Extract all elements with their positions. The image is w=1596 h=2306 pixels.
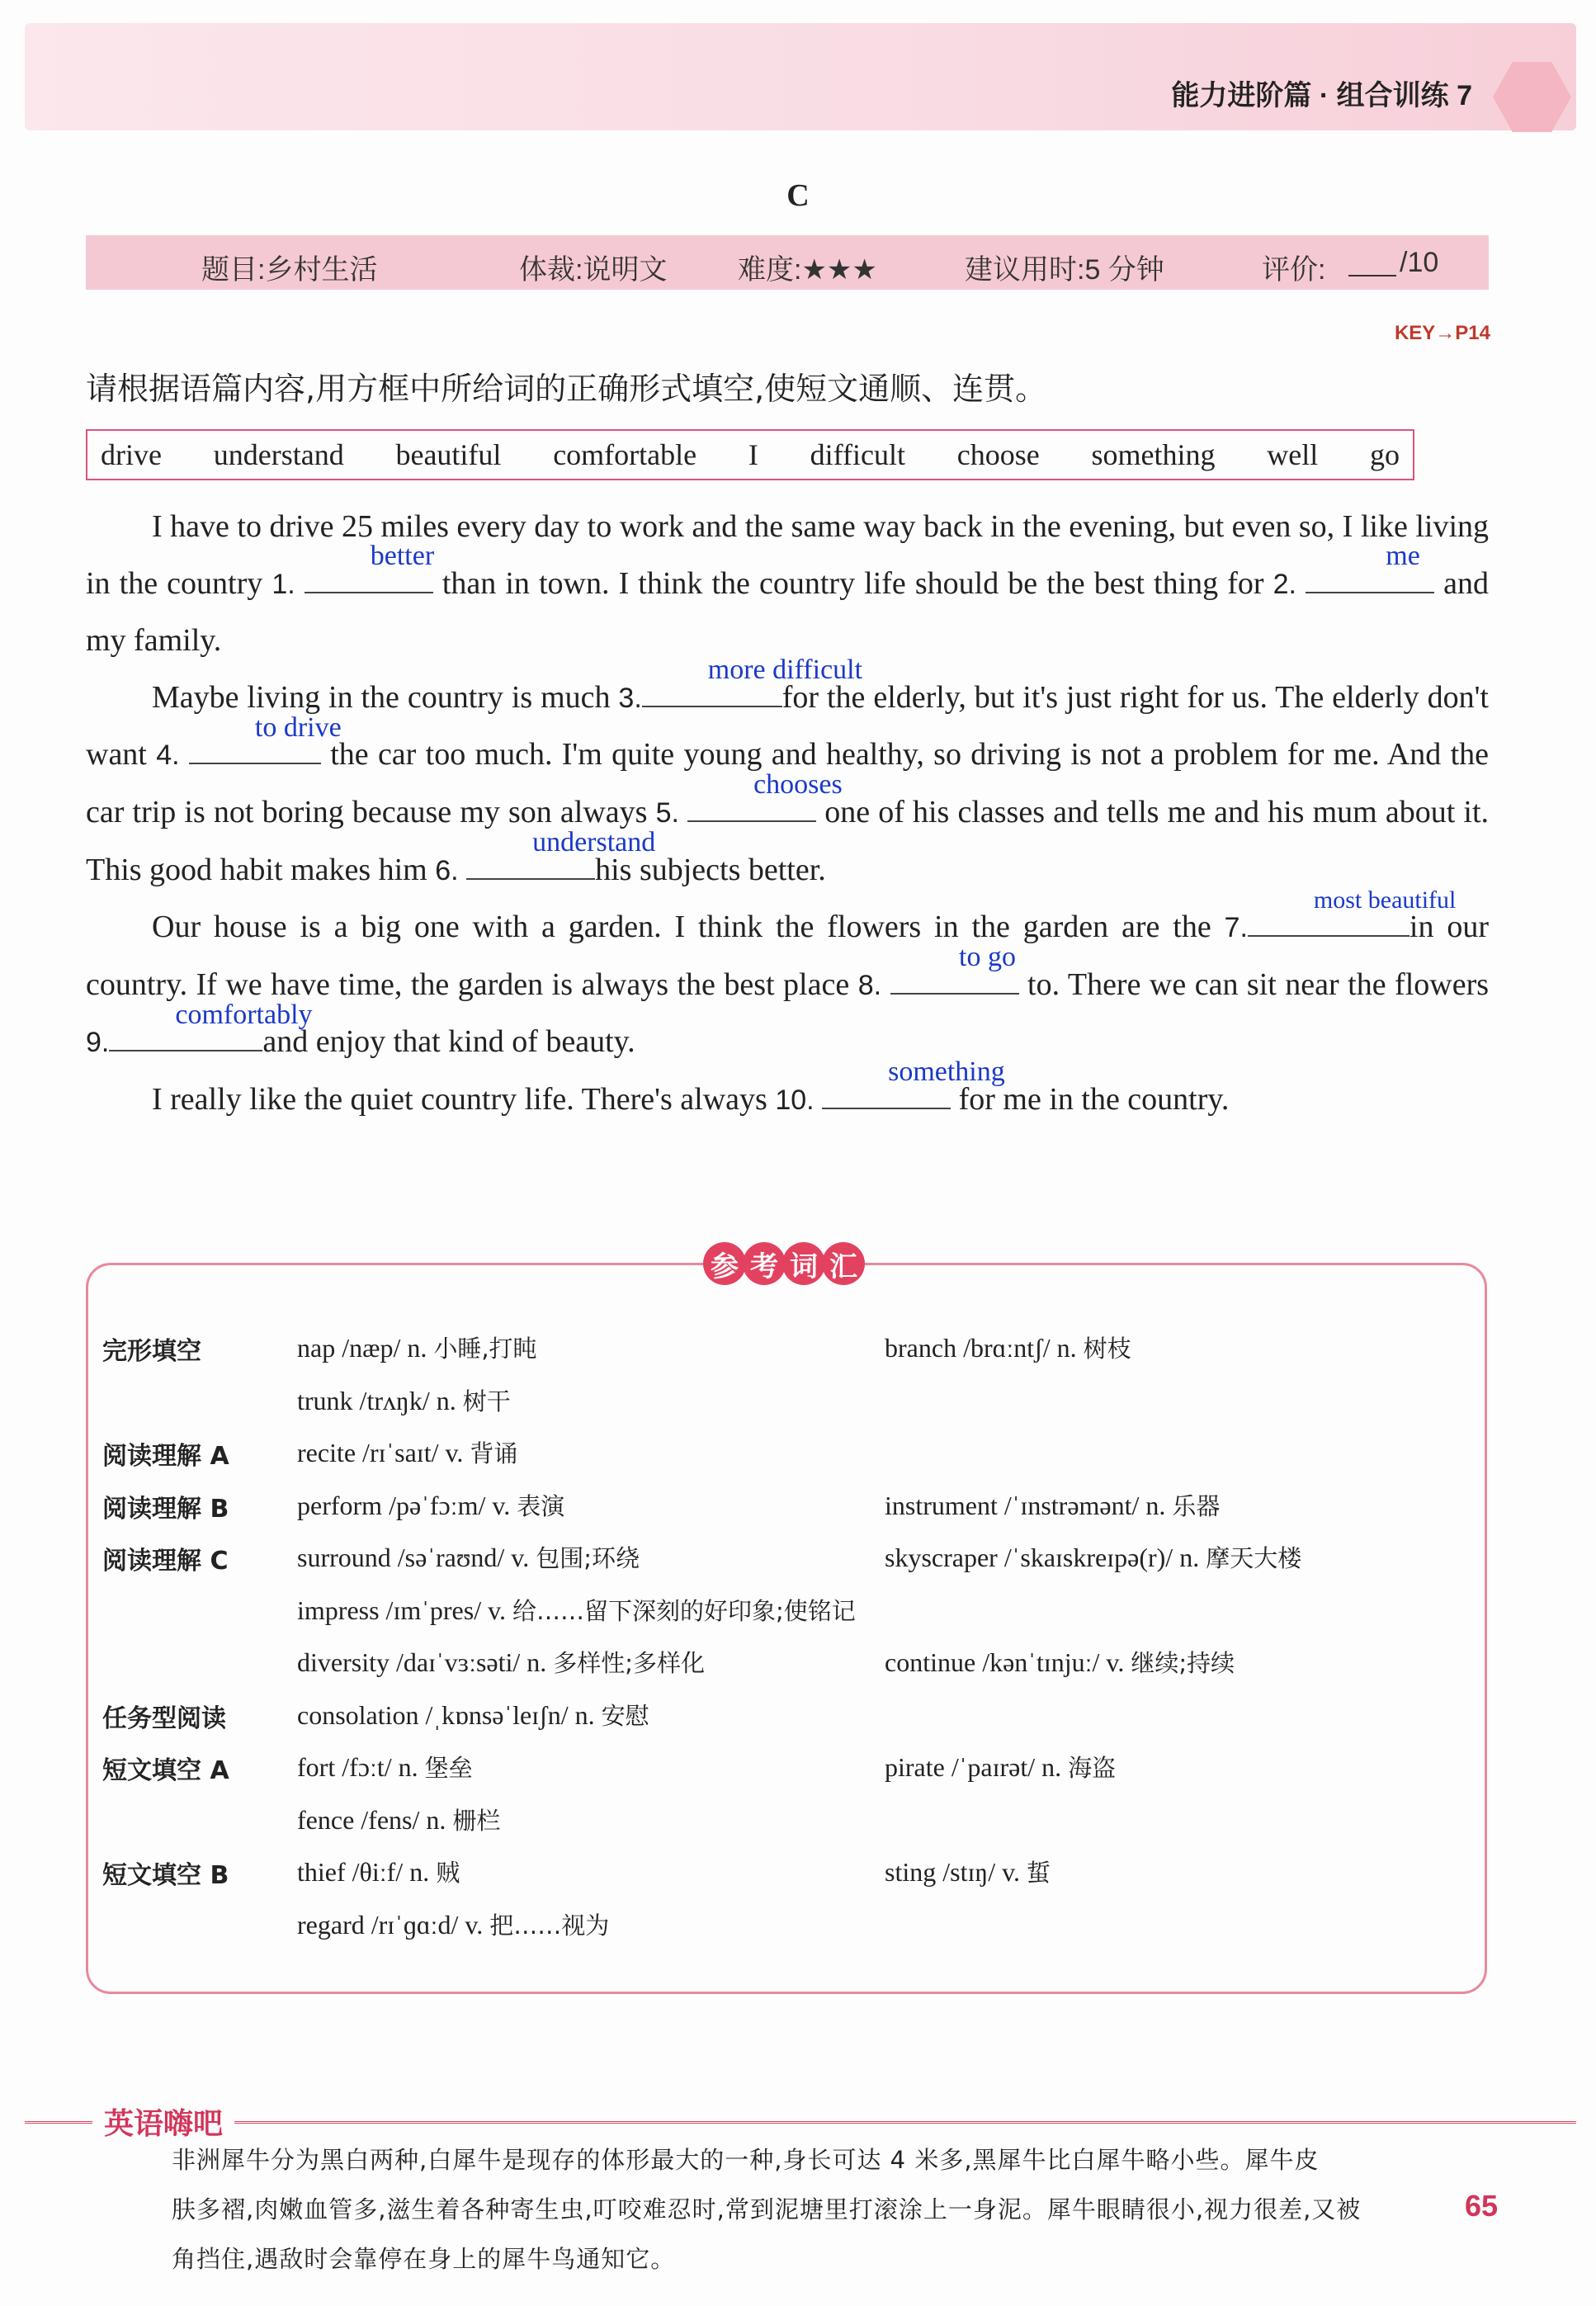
vocab-meaning: 把……视为	[489, 1911, 610, 1940]
vocab-word: fort /fɔːt/ n.	[297, 1752, 418, 1782]
paragraph-2: Maybe living in the country is much 3. more difficult for the elderly, but it's just right for us. The elderly don't want 4. to drive the car too much. I'm quite young and healthy, so driving is not a problem for me. And the car trip is not boring because my son always 5. chooses one of his classes and tells me and his mum about it. This good habit makes him 6. understand his subjects better.	[86, 654, 1490, 887]
vocab-entry	[297, 1855, 460, 1888]
vocab-word: thief /θiːf/ n.	[297, 1857, 430, 1887]
word-box-item: choose	[956, 438, 1040, 471]
vocab-entry	[885, 1540, 1301, 1574]
vocab-entry	[885, 1488, 1220, 1522]
section-letter: C	[786, 178, 810, 213]
answer-blank-5[interactable]: chooses	[687, 787, 816, 822]
vocab-word: nap /næp/ n.	[297, 1333, 427, 1363]
vocab-entry	[297, 1488, 564, 1522]
vocabulary-title: 参 考 词 汇	[703, 1242, 876, 1288]
vocab-meaning: 栅栏	[452, 1806, 501, 1835]
vocab-word: diversity /daɪˈvɜːsəti/ n.	[297, 1647, 547, 1677]
genre-label: 体裁:说明文	[519, 254, 668, 286]
vocab-entry	[297, 1803, 500, 1836]
answer-blank-2[interactable]: me	[1306, 559, 1434, 593]
time-label: 建议用时:5 分钟	[965, 254, 1164, 286]
vocab-word: trunk /trʌŋk/ n.	[297, 1385, 456, 1415]
page-number: 65	[1465, 2189, 1499, 2223]
vocab-meaning: 蜇	[1027, 1859, 1051, 1887]
difficulty-label: 难度:★★★	[738, 254, 877, 286]
word-box-item: go	[1369, 438, 1400, 471]
vocab-entry	[885, 1330, 1131, 1364]
vocab-word: pirate /ˈpaɪrət/ n.	[885, 1752, 1062, 1782]
answer-key-reference: KEY→P14	[1394, 322, 1490, 344]
rating-blank[interactable]	[1348, 247, 1396, 276]
vocab-word: branch /brɑːntʃ/ n.	[885, 1333, 1077, 1363]
vocab-meaning: 继续;持续	[1131, 1649, 1235, 1677]
section-title: 能力进阶篇 · 组合训练 7	[1171, 80, 1472, 111]
vocab-entry	[297, 1540, 640, 1574]
vocab-category-label: 短文填空 A	[102, 1756, 229, 1785]
answer-blank-4[interactable]: to drive	[189, 730, 321, 764]
answer-blank-10[interactable]: something	[822, 1075, 951, 1109]
vocab-word: impress /ɪmˈpres/ v.	[297, 1595, 506, 1625]
vocab-word: consolation /ˌkɒnsəˈleɪʃn/ n.	[297, 1699, 595, 1730]
vocab-meaning: 背诵	[470, 1439, 518, 1467]
answer-blank-9[interactable]: comfortably	[109, 1017, 262, 1051]
vocab-entry	[297, 1750, 473, 1784]
vocab-word: fence /fens/ n.	[297, 1804, 446, 1835]
vocab-word: instrument /ˈɪnstrəmənt/ n.	[885, 1490, 1166, 1520]
word-box-item: comfortable	[553, 438, 697, 471]
footer-divider	[25, 2121, 1576, 2124]
vocab-meaning: 堡垒	[424, 1754, 473, 1782]
vocab-word: recite /rɪˈsaɪt/ v.	[297, 1438, 464, 1467]
word-box	[86, 429, 1414, 480]
vocab-word: sting /stɪŋ/ v.	[885, 1857, 1020, 1887]
word-box-item: I	[748, 438, 758, 471]
vocab-entry	[297, 1698, 649, 1732]
word-box-item: something	[1091, 438, 1216, 471]
vocab-meaning: 乐器	[1172, 1491, 1221, 1520]
vocab-entry	[297, 1645, 705, 1679]
vocab-word: continue /kənˈtɪnjuː/ v.	[885, 1647, 1125, 1677]
vocab-meaning: 表演	[517, 1491, 565, 1520]
paragraph-1: I have to drive 25 miles every day to work and the same way back in the evening, but even so, I like living in the country 1. better than in town. I think the country life should be the best thing for 2. me and my family.	[86, 509, 1490, 659]
info-bar	[86, 235, 1489, 290]
footer-title: 英语嗨吧	[92, 2100, 234, 2143]
word-box-item: understand	[213, 438, 344, 471]
vocab-meaning: 安慰	[601, 1701, 649, 1730]
vocab-entry	[885, 1645, 1235, 1679]
instruction: 请根据语篇内容,用方框中所给词的正确形式填空,使短文通顺、连贯。	[86, 371, 1047, 407]
vocab-meaning: 给……留下深刻的好印象;使铭记	[512, 1596, 856, 1625]
rating-total: /10	[1400, 247, 1439, 278]
vocab-category-label: 任务型阅读	[102, 1704, 226, 1733]
vocab-category-label: 阅读理解 C	[102, 1547, 229, 1576]
rating-label: 评价:	[1262, 254, 1326, 286]
word-box-item: difficult	[810, 438, 905, 471]
answer-blank-1[interactable]: better	[305, 559, 433, 593]
vocab-category-label: 完形填空	[102, 1337, 201, 1366]
answer-blank-3[interactable]: more difficult	[642, 673, 782, 707]
vocab-word: regard /rɪˈɡɑːd/ v.	[297, 1909, 484, 1940]
vocab-entry	[297, 1593, 856, 1627]
answer-blank-6[interactable]: understand	[466, 845, 595, 880]
answer-blank-7[interactable]: most beautiful	[1248, 902, 1409, 937]
footer-text-line: 肤多褶,肉嫩血管多,滋生着各种寄生虫,叮咬难忍时,常到泥塘里打滚涂上一身泥。犀牛眼睛很小,视力很差,又被	[172, 2195, 1362, 2223]
vocab-entry	[885, 1750, 1116, 1784]
paragraph-3: Our house is a big one with a garden. I think the flowers in the garden are the 7. most beautiful in our country. If we have time, the garden is always the best place 8. to go to. There we can sit near the flowers 9. comfortably and enjoy that kind of beauty.	[86, 886, 1490, 1060]
vocab-entry	[297, 1907, 609, 1941]
vocab-meaning: 多样性;多样化	[553, 1649, 706, 1677]
vocab-meaning: 贼	[436, 1859, 460, 1887]
passage	[86, 499, 1489, 1129]
word-box-item: beautiful	[395, 438, 502, 471]
vocab-entry	[885, 1855, 1051, 1888]
vocab-meaning: 海盗	[1068, 1754, 1117, 1782]
topic-label: 题目:乡村生活	[201, 254, 378, 286]
vocab-entry	[297, 1330, 537, 1364]
paragraph-4: I really like the quiet country life. There's always 10. something for me in the country.	[152, 1056, 1230, 1117]
vocab-meaning: 树干	[462, 1387, 511, 1415]
footer-text-line: 非洲犀牛分为黑白两种,白犀牛是现存的体形最大的一种,身长可达 4 米多,黑犀牛比白犀牛略小些。犀牛皮	[172, 2146, 1320, 2174]
vocab-category-label: 阅读理解 A	[102, 1442, 229, 1471]
vocab-entry	[297, 1435, 517, 1469]
vocab-word: surround /səˈraʊnd/ v.	[297, 1543, 530, 1572]
word-box-item: well	[1267, 438, 1319, 471]
vocab-meaning: 摩天大楼	[1206, 1544, 1302, 1572]
vocab-entry	[297, 1383, 511, 1417]
vocab-category-label: 短文填空 B	[102, 1861, 229, 1890]
word-box-item: drive	[101, 438, 162, 471]
vocab-word: skyscraper /ˈskaɪskreɪpə(r)/ n.	[885, 1543, 1200, 1572]
vocab-meaning: 树枝	[1083, 1335, 1131, 1363]
vocab-meaning: 小睡,打盹	[433, 1335, 537, 1363]
vocab-word: perform /pəˈfɔːm/ v.	[297, 1490, 511, 1520]
vocab-category-label: 阅读理解 B	[102, 1494, 229, 1524]
answer-blank-8[interactable]: to go	[890, 960, 1019, 995]
footer-text-line: 角挡住,遇敌时会靠停在身上的犀牛鸟通知它。	[172, 2245, 676, 2273]
vocab-meaning: 包围;环绕	[536, 1544, 640, 1572]
